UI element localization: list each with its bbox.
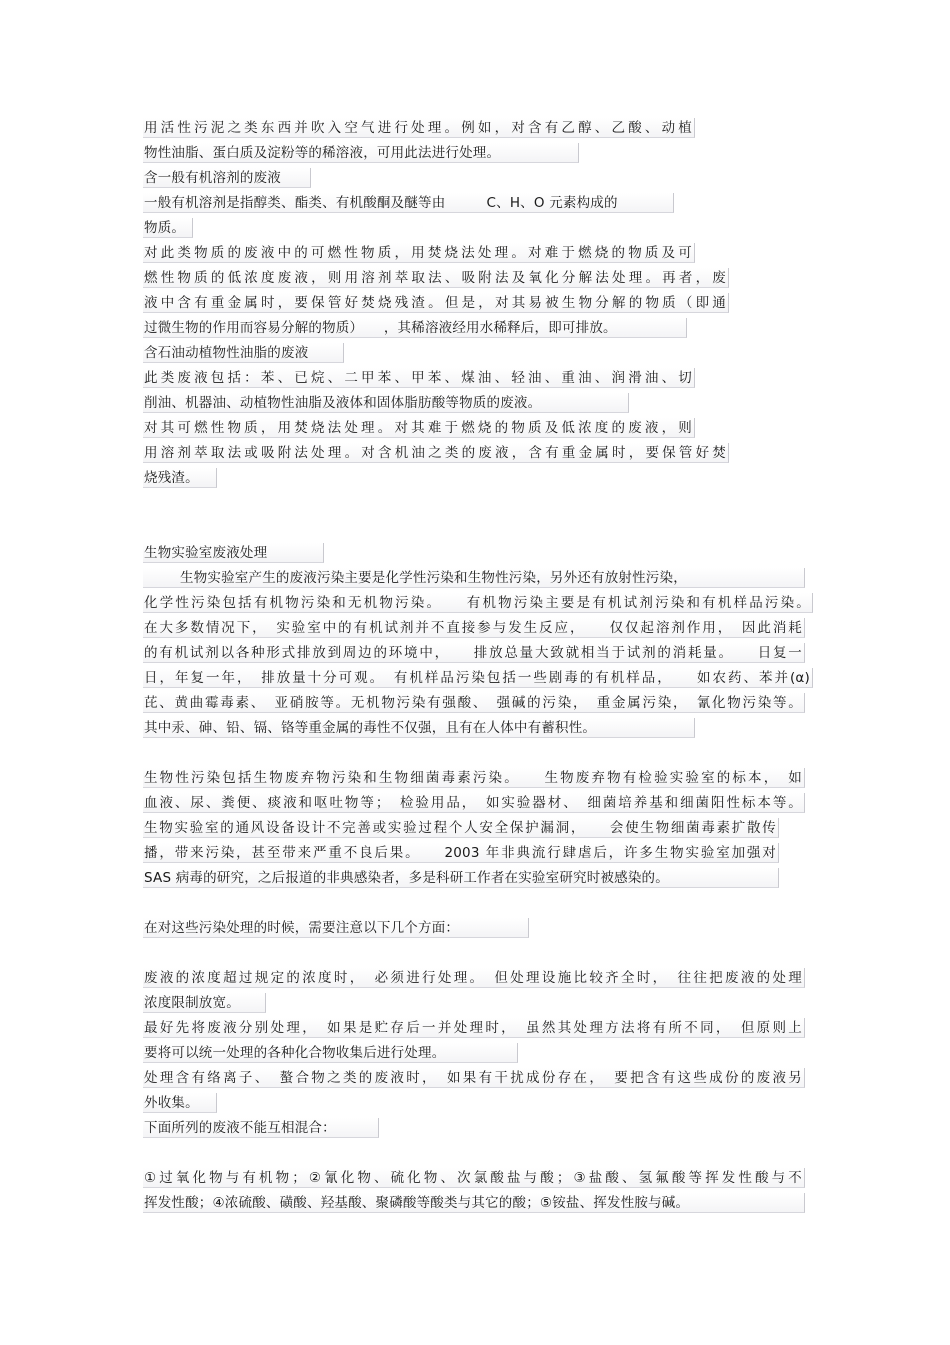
section-heading: 生物实验室废液处理 bbox=[143, 543, 324, 563]
text-line: 物性油脂、蛋白质及淀粉等的稀溶液，可用此法进行处理。 bbox=[143, 143, 579, 163]
text-line: 液中含有重金属时，要保管好焚烧残渣。但是，对其易被生物分解的物质（即通 bbox=[143, 293, 729, 313]
text-line: 其中汞、砷、铅、镉、铬等重金属的毒性不仅强，且有在人体中有蓄积性。 bbox=[143, 718, 695, 738]
section-heading: 含石油动植物性油脂的废液 bbox=[143, 343, 344, 363]
text-line: 要将可以统一处理的各种化合物收集后进行处理。 bbox=[143, 1043, 518, 1063]
text-line: 烧残渣。 bbox=[143, 468, 217, 488]
text-line: 在大多数情况下， 实验室中的有机试剂并不直接参与发生反应， 仅仅起溶剂作用， 因此消耗 bbox=[143, 618, 805, 638]
text-line: ①过氧化物与有机物；②氰化物、硫化物、次氯酸盐与酸；③盐酸、氢氟酸等挥发性酸与不 bbox=[143, 1168, 805, 1188]
text-line: 芘、黄曲霉毒素、 亚硝胺等。无机物污染有强酸、 强碱的污染， 重金属污染， 氰化物污染等。 bbox=[143, 693, 805, 713]
text-line: 处理含有络离子、 螯合物之类的废液时， 如果有干扰成份存在， 要把含有这些成份的废液另 bbox=[143, 1068, 805, 1088]
text-line: 对此类物质的废液中的可燃性物质，用焚烧法处理。对难于燃烧的物质及可 bbox=[143, 243, 695, 263]
text-line: 用活性污泥之类东西并吹入空气进行处理。例如，对含有乙醇、乙酸、动植 bbox=[143, 118, 695, 138]
text-line: 用溶剂萃取法或吸附法处理。对含机油之类的废液，含有重金属时，要保管好焚 bbox=[143, 443, 729, 463]
text-line: 废液的浓度超过规定的浓度时， 必须进行处理。 但处理设施比较齐全时， 往往把废液的处理 bbox=[143, 968, 805, 988]
text-line: 生物性污染包括生物废弃物污染和生物细菌毒素污染。 生物废弃物有检验实验室的标本， 如 bbox=[143, 768, 805, 788]
text-line: 挥发性酸；④浓硫酸、磺酸、羟基酸、聚磷酸等酸类与其它的酸；⑤铵盐、挥发性胺与碱。 bbox=[143, 1193, 805, 1213]
text-line: 的有机试剂以各种形式排放到周边的环境中， 排放总量大致就相当于试剂的消耗量。 日复一 bbox=[143, 643, 805, 663]
text-line: 在对这些污染处理的时候，需要注意以下几个方面： bbox=[143, 918, 529, 938]
text-line: 物质。 bbox=[143, 218, 193, 238]
text-line: 下面所列的废液不能互相混合： bbox=[143, 1118, 379, 1138]
section-heading: 含一般有机溶剂的废液 bbox=[143, 168, 311, 188]
text-line: 浓度限制放宽。 bbox=[143, 993, 266, 1013]
text-line: 生物实验室的通风设备设计不完善或实验过程个人安全保护漏洞， 会使生物细菌毒素扩散传 bbox=[143, 818, 779, 838]
text-line: 外收集。 bbox=[143, 1093, 217, 1113]
text-line: 此类废液包括：苯、已烷、二甲苯、甲苯、煤油、轻油、重油、润滑油、切 bbox=[143, 368, 695, 388]
text-line: 对其可燃性物质，用焚烧法处理。对其难于燃烧的物质及低浓度的废液，则 bbox=[143, 418, 695, 438]
text-line: 一般有机溶剂是指醇类、酯类、有机酸酮及醚等由 C、H、O 元素构成的 bbox=[143, 193, 674, 213]
text-line: 生物实验室产生的废液污染主要是化学性污染和生物性污染，另外还有放射性污染， bbox=[143, 568, 805, 588]
text-line: SAS 病毒的研究，之后报道的非典感染者，多是科研工作者在实验室研究时被感染的。 bbox=[143, 868, 779, 888]
text-line: 播，带来污染，甚至带来严重不良后果。 2003 年非典流行肆虐后，许多生物实验室加强对 bbox=[143, 843, 779, 863]
text-line: 削油、机器油、动植物性油脂及液体和固体脂肪酸等物质的废液。 bbox=[143, 393, 629, 413]
text-line: 最好先将废液分别处理， 如果是贮存后一并处理时， 虽然其处理方法将有所不同， 但原则上 bbox=[143, 1018, 805, 1038]
text-line: 日，年复一年， 排放量十分可观。 有机样品污染包括一些剧毒的有机样品， 如农药、苯并(α) bbox=[143, 668, 813, 688]
text-line: 燃性物质的低浓度废液，则用溶剂萃取法、吸附法及氧化分解法处理。再者，废 bbox=[143, 268, 729, 288]
text-line: 血液、尿、粪便、痰液和呕吐物等； 检验用品， 如实验器材、 细菌培养基和细菌阳性标本等。 bbox=[143, 793, 805, 813]
text-line: 化学性污染包括有机物污染和无机物污染。 有机物污染主要是有机试剂污染和有机样品污染。 bbox=[143, 593, 813, 613]
text-line: 过微生物的作用而容易分解的物质） ，其稀溶液经用水稀释后，即可排放。 bbox=[143, 318, 687, 338]
